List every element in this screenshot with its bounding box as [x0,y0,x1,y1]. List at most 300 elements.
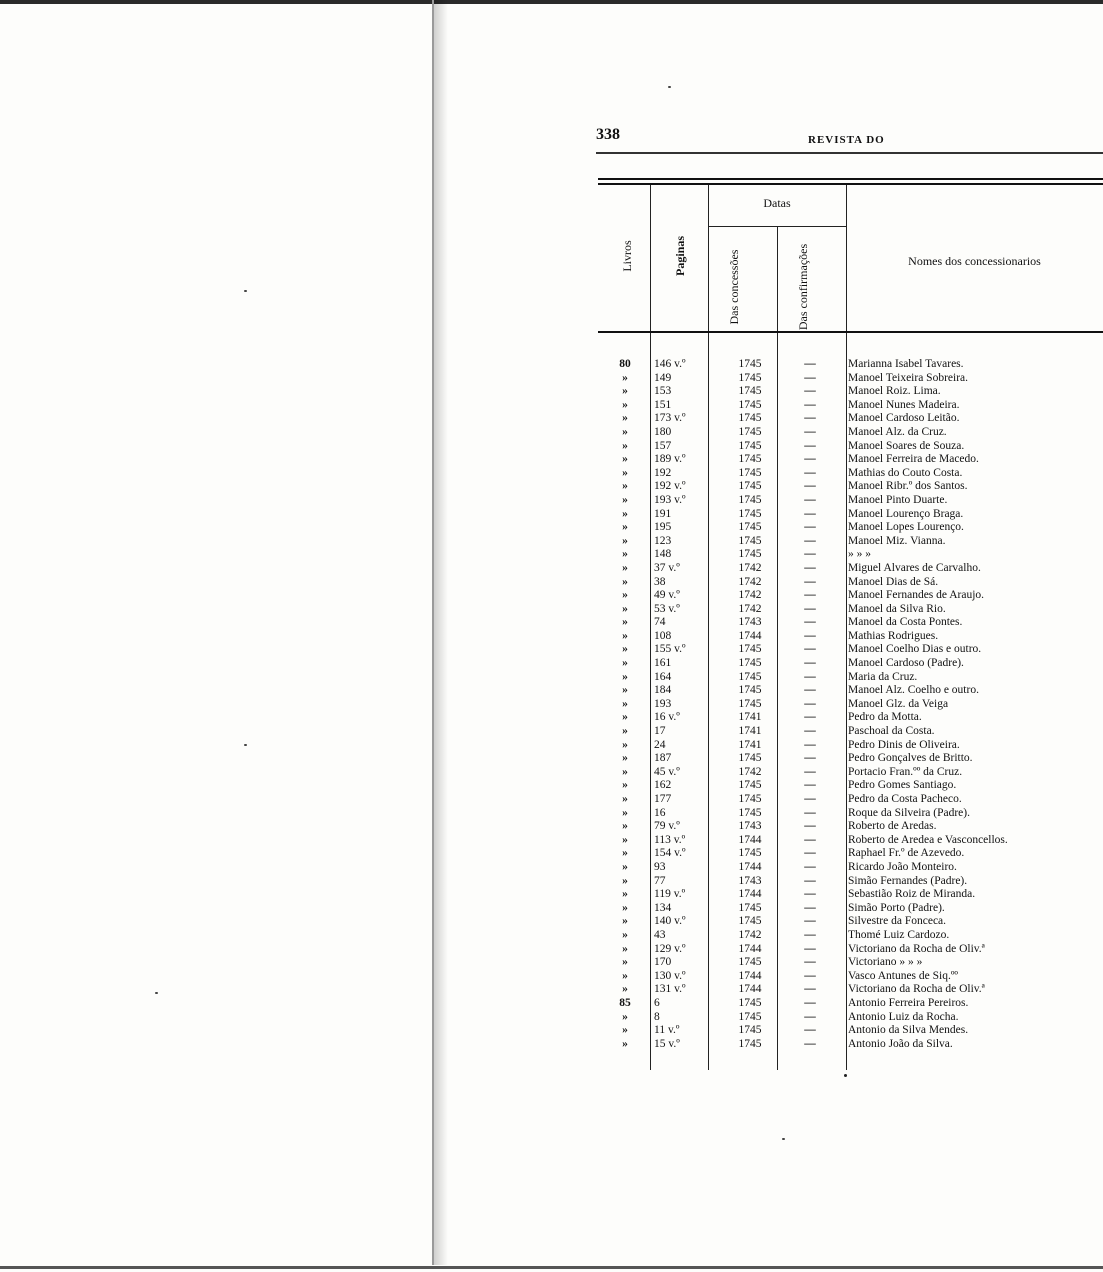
cell-concessao: 1745 [738,956,762,969]
cell-nome: Manoel da Silva Rio. [848,602,946,615]
cell-confirmacao: — [804,725,816,738]
cell-confirmacao: — [804,901,816,914]
table-row [600,698,1103,712]
cell-livro: » [622,983,628,996]
cell-confirmacao: — [804,425,816,438]
cell-pagina: 177 [654,793,672,805]
cell-pagina: 16 v.º [654,711,680,724]
cell-concessao: 1742 [738,561,762,574]
cell-confirmacao: — [804,711,816,724]
table-row [600,861,1103,875]
cell-pagina: 189 v.º [654,453,686,466]
cell-pagina: 193 [654,697,672,710]
table-row [600,807,1103,821]
cell-confirmacao: — [804,534,816,547]
cell-livro: 85 [619,996,631,1009]
table-row [600,372,1103,386]
cell-pagina: 24 [654,738,666,751]
cell-nome: Manoel Pinto Duarte. [848,493,948,506]
cell-confirmacao: — [804,847,816,860]
cell-confirmacao: — [804,874,816,887]
cell-concessao: 1745 [738,480,762,493]
cell-livro: » [622,697,628,710]
cell-pagina: 187 [654,752,672,765]
cell-nome: Miguel Alvares de Carvalho. [848,561,981,574]
cell-concessao: 1745 [738,412,762,425]
cell-confirmacao: — [804,358,816,370]
cell-confirmacao: — [804,915,816,928]
cell-pagina: 129 v.º [654,942,686,955]
header-livros: Livros [620,240,634,272]
cell-pagina: 151 [654,398,672,411]
cell-livro: » [622,466,628,479]
cell-nome: Antonio Luiz da Rocha. [848,1010,959,1023]
cell-confirmacao: — [804,371,816,384]
table-row [600,1011,1103,1025]
table-row [600,508,1103,522]
cell-concessao: 1745 [738,466,762,479]
cell-pagina: 140 v.º [654,915,686,928]
table-row [600,725,1103,739]
cell-nome: Simão Fernandes (Padre). [848,874,968,887]
cell-nome: Roque da Silveira (Padre). [848,806,970,819]
table-row [600,983,1103,997]
cell-livro: » [622,371,628,384]
cell-nome: Manoel da Costa Pontes. [848,616,963,629]
cell-confirmacao: — [804,616,816,629]
cell-pagina: 170 [654,956,672,969]
cell-livro: » [622,847,628,860]
cell-livro: » [622,670,628,683]
cell-nome: Manoel Miz. Vianna. [848,534,946,547]
table-row [600,412,1103,426]
table-row [600,630,1103,644]
cell-pagina: 184 [654,684,672,697]
cell-concessao: 1745 [738,657,762,670]
cell-nome: Manoel Ferreira de Macedo. [848,453,979,466]
cell-livro: » [622,629,628,642]
cell-nome: Mathias do Couto Costa. [848,466,963,479]
cell-nome: Pedro Dinis de Oliveira. [848,738,960,751]
cell-confirmacao: — [804,983,816,996]
cell-nome: Portacio Fran.ºº da Cruz. [848,765,963,778]
cell-nome: Roberto de Aredas. [848,820,937,833]
cell-livro: » [622,969,628,982]
cell-livro: » [622,493,628,506]
cell-livro: » [622,643,628,656]
cell-nome: Raphael Fr.º de Azevedo. [848,847,965,860]
cell-confirmacao: — [804,684,816,697]
table-row [600,535,1103,549]
cell-nome: Maria da Cruz. [848,670,918,683]
table-row [600,902,1103,916]
table-row [600,956,1103,970]
cell-nome: Manoel Glz. da Veiga [848,697,949,710]
cell-pagina: 49 v.º [654,589,680,602]
cell-confirmacao: — [804,575,816,588]
cell-confirmacao: — [804,1037,816,1050]
cell-pagina: 17 [654,725,666,738]
cell-nome: Marianna Isabel Tavares. [848,358,964,370]
cell-pagina: 77 [654,874,666,887]
cell-concessao: 1745 [738,385,762,398]
table-row [600,875,1103,889]
cell-livro: » [622,684,628,697]
cell-nome: Manoel Alz. da Cruz. [848,425,947,438]
cell-nome: Manoel Alz. Coelho e outro. [848,684,979,697]
cell-concessao: 1745 [738,684,762,697]
cell-pagina: 191 [654,507,672,520]
cell-nome: Pedro da Costa Pacheco. [848,793,962,805]
cell-confirmacao: — [804,738,816,751]
cell-concessao: 1744 [738,983,762,996]
cell-confirmacao: — [804,398,816,411]
cell-livro: 80 [619,358,631,370]
cell-livro: » [622,942,628,955]
cell-pagina: 148 [654,548,672,561]
cell-confirmacao: — [804,888,816,901]
cell-confirmacao: — [804,1024,816,1037]
cell-pagina: 79 v.º [654,820,680,833]
cell-livro: » [622,385,628,398]
cell-concessao: 1742 [738,928,762,941]
header-nomes: Nomes dos concessionarios [908,254,1041,268]
cell-pagina: 180 [654,425,672,438]
cell-concessao: 1744 [738,888,762,901]
cell-livro: » [622,928,628,941]
scan-bottom-edge [0,1266,1103,1269]
page-number: 338 [596,126,620,143]
cell-concessao: 1745 [738,752,762,765]
table-row [600,521,1103,535]
table-row [600,440,1103,454]
cell-livro: » [622,956,628,969]
table-row [600,453,1103,467]
cell-confirmacao: — [804,752,816,765]
cell-pagina: 6 [654,996,660,1009]
cell-concessao: 1745 [738,439,762,452]
cell-confirmacao: — [804,439,816,452]
cell-livro: » [622,901,628,914]
cell-pagina: 155 v.º [654,643,686,656]
cell-pagina: 11 v.º [654,1024,680,1037]
cell-confirmacao: — [804,521,816,534]
cell-livro: » [622,765,628,778]
scan-speck [244,290,247,292]
table-row [600,1038,1103,1052]
cell-livro: » [622,779,628,792]
cell-pagina: 45 v.º [654,765,680,778]
table-row [600,671,1103,685]
cell-livro: » [622,589,628,602]
table-row [600,467,1103,481]
cell-livro: » [622,1037,628,1050]
cell-confirmacao: — [804,860,816,873]
cell-livro: » [622,1024,628,1037]
cell-concessao: 1745 [738,521,762,534]
cell-livro: » [622,860,628,873]
cell-nome: Pedro Gonçalves de Britto. [848,752,973,765]
cell-concessao: 1744 [738,969,762,982]
table-row [600,358,1103,372]
cell-confirmacao: — [804,602,816,615]
cell-nome: Paschoal da Costa. [848,725,935,738]
scan-top-edge [0,0,1103,4]
cell-livro: » [622,453,628,466]
cell-concessao: 1745 [738,493,762,506]
table-header-rule [598,331,1103,333]
table-row [600,847,1103,861]
cell-confirmacao: — [804,480,816,493]
table-row [600,603,1103,617]
cell-pagina: 164 [654,670,672,683]
cell-pagina: 162 [654,779,672,792]
cell-pagina: 8 [654,1010,660,1023]
table-row [600,820,1103,834]
cell-concessao: 1741 [738,711,762,724]
cell-concessao: 1745 [738,643,762,656]
cell-livro: » [622,398,628,411]
cell-confirmacao: — [804,670,816,683]
table-row [600,752,1103,766]
cell-nome: Sebastião Roiz de Miranda. [848,888,976,901]
cell-nome: Manoel Lourenço Braga. [848,507,964,520]
table-row [600,480,1103,494]
cell-pagina: 130 v.º [654,969,686,982]
cell-confirmacao: — [804,996,816,1009]
table-top-rule [598,183,1103,185]
cell-confirmacao: — [804,820,816,833]
cell-nome: Roberto de Aredea e Vasconcellos. [848,833,1008,846]
cell-concessao: 1744 [738,833,762,846]
cell-livro: » [622,425,628,438]
cell-concessao: 1745 [738,358,762,370]
cell-nome: Pedro Gomes Santiago. [848,779,957,792]
header-rule [596,152,1103,154]
cell-concessao: 1745 [738,1024,762,1037]
cell-concessao: 1744 [738,629,762,642]
cell-pagina: 154 v.º [654,847,686,860]
cell-livro: » [622,657,628,670]
cell-confirmacao: — [804,385,816,398]
cell-concessao: 1745 [738,915,762,928]
table-row [600,888,1103,902]
cell-nome: Manoel Cardoso (Padre). [848,657,964,670]
cell-nome: Manoel Dias de Sá. [848,575,939,588]
cell-pagina: 37 v.º [654,561,680,574]
cell-livro: » [622,480,628,493]
cell-confirmacao: — [804,412,816,425]
cell-pagina: 15 v.º [654,1037,680,1050]
cell-confirmacao: — [804,779,816,792]
cell-confirmacao: — [804,793,816,805]
cell-livro: » [622,833,628,846]
cell-livro: » [622,521,628,534]
cell-nome: Mathias Rodrigues. [848,629,939,642]
cell-concessao: 1741 [738,725,762,738]
cell-nome: Manoel Lopes Lourenço. [848,521,964,534]
cell-confirmacao: — [804,942,816,955]
cell-confirmacao: — [804,806,816,819]
table-row [600,766,1103,780]
cell-livro: » [622,548,628,561]
cell-pagina: 193 v.º [654,493,686,506]
header-paginas: Paginas [673,236,687,277]
cell-pagina: 131 v.º [654,983,686,996]
cell-livro: » [622,752,628,765]
table-row [600,943,1103,957]
cell-concessao: 1745 [738,1010,762,1023]
scan-speck [244,744,247,746]
cell-nome: Silvestre da Fonceca. [848,915,947,928]
cell-concessao: 1745 [738,398,762,411]
cell-concessao: 1745 [738,453,762,466]
cell-pagina: 16 [654,806,666,819]
header-datas: Datas [763,196,791,210]
scan-speck [155,992,158,994]
cell-nome: Antonio João da Silva. [848,1037,953,1050]
cell-nome: Manoel Coelho Dias e outro. [848,643,982,656]
cell-nome: » » » [848,548,871,561]
cell-livro: » [622,793,628,805]
cell-livro: » [622,888,628,901]
cell-confirmacao: — [804,643,816,656]
cell-livro: » [622,412,628,425]
cell-confirmacao: — [804,548,816,561]
cell-concessao: 1742 [738,589,762,602]
cell-confirmacao: — [804,765,816,778]
cell-concessao: 1745 [738,371,762,384]
datas-subrule [708,226,846,227]
cell-nome: Ricardo João Monteiro. [848,860,957,873]
cell-concessao: 1743 [738,616,762,629]
scan-speck [668,86,671,88]
cell-confirmacao: — [804,1010,816,1023]
cell-pagina: 153 [654,385,672,398]
cell-concessao: 1745 [738,697,762,710]
cell-pagina: 74 [654,616,666,629]
cell-confirmacao: — [804,466,816,479]
cell-pagina: 146 v.º [654,358,686,370]
gutter-shadow [434,0,448,1265]
cell-concessao: 1745 [738,996,762,1009]
table-row [600,929,1103,943]
cell-livro: » [622,439,628,452]
cell-livro: » [622,725,628,738]
cell-concessao: 1744 [738,860,762,873]
table-row [600,426,1103,440]
cell-confirmacao: — [804,453,816,466]
table-row [600,793,1103,807]
cell-confirmacao: — [804,969,816,982]
cell-nome: Antonio Ferreira Pereiros. [848,996,969,1009]
cell-livro: » [622,915,628,928]
cell-concessao: 1745 [738,847,762,860]
cell-concessao: 1745 [738,507,762,520]
cell-nome: Pedro da Motta. [848,711,922,724]
cell-nome: Manoel Soares de Souza. [848,439,965,452]
table-row [600,399,1103,413]
cell-confirmacao: — [804,956,816,969]
cell-livro: » [622,507,628,520]
cell-nome: Manoel Cardoso Leitão. [848,412,960,425]
cell-concessao: 1743 [738,874,762,887]
cell-concessao: 1745 [738,1037,762,1050]
cell-concessao: 1742 [738,575,762,588]
header-das-confirmacoes: Das confirmações [796,243,810,331]
cell-livro: » [622,806,628,819]
cell-livro: » [622,575,628,588]
cell-concessao: 1745 [738,806,762,819]
cell-nome: Victoriano da Rocha de Oliv.ª [848,983,985,996]
table-row [600,834,1103,848]
cell-concessao: 1745 [738,425,762,438]
cell-concessao: 1745 [738,793,762,805]
cell-confirmacao: — [804,629,816,642]
cell-pagina: 134 [654,901,672,914]
cell-concessao: 1745 [738,779,762,792]
table-body [600,358,1103,1051]
table-row [600,576,1103,590]
cell-confirmacao: — [804,493,816,506]
cell-nome: Manoel Ribr.º dos Santos. [848,480,968,493]
table-row [600,997,1103,1011]
cell-livro: » [622,874,628,887]
table-row [600,643,1103,657]
table-row [600,1024,1103,1038]
cell-nome: Manoel Fernandes de Araujo. [848,589,985,602]
cell-confirmacao: — [804,833,816,846]
cell-nome: Victoriano da Rocha de Oliv.ª [848,942,985,955]
table-row [600,589,1103,603]
cell-pagina: 123 [654,534,672,547]
cell-concessao: 1745 [738,901,762,914]
cell-confirmacao: — [804,589,816,602]
cell-livro: » [622,711,628,724]
cell-pagina: 119 v.º [654,888,686,901]
cell-confirmacao: — [804,657,816,670]
cell-nome: Simão Porto (Padre). [848,901,945,914]
table-row [600,616,1103,630]
cell-confirmacao: — [804,561,816,574]
cell-pagina: 53 v.º [654,602,680,615]
cell-livro: » [622,534,628,547]
cell-pagina: 113 v.º [654,833,686,846]
cell-nome: Victoriano » » » [848,956,923,969]
table-row [600,915,1103,929]
cell-livro: » [622,561,628,574]
cell-pagina: 38 [654,575,666,588]
cell-concessao: 1742 [738,765,762,778]
table-row [600,657,1103,671]
cell-concessao: 1741 [738,738,762,751]
cell-concessao: 1743 [738,820,762,833]
cell-concessao: 1745 [738,670,762,683]
cell-nome: Thomé Luiz Cardozo. [848,928,950,941]
cell-confirmacao: — [804,928,816,941]
table-row [600,385,1103,399]
cell-confirmacao: — [804,507,816,520]
cell-pagina: 149 [654,371,672,384]
cell-confirmacao: — [804,697,816,710]
table-end-mark [844,1074,847,1077]
table-row [600,779,1103,793]
table-row [600,548,1103,562]
table-top-rule [598,178,1103,180]
table-row [600,684,1103,698]
cell-livro: » [622,1010,628,1023]
cell-concessao: 1745 [738,548,762,561]
